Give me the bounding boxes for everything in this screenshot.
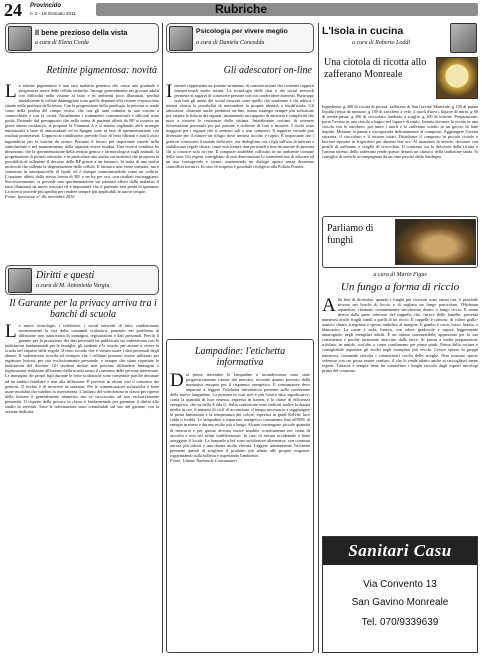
- recipe-title: Una ciotola di ricotta allo zafferano Monreale: [324, 57, 427, 80]
- author-photo-corda: [8, 26, 32, 51]
- ad-phone: Tel. 070/9339639: [361, 617, 439, 628]
- ad-city: San Gavino Monreale: [351, 597, 449, 608]
- diritti-article: [5, 323, 159, 653]
- drop-cap: D: [170, 372, 184, 391]
- fungi-body: lla fine di dicembre, quando i funghi più ricercati sono ormai rari, è possibile trovare nei boschi di leccio e di sughera un fungo particolare, l'Hydnum repandum, chiamato comunemente steccherino dorato o fungo riccio. Il nome deriva dalla parte inferiore del cappello che, invece delle lamelle, presenta numerosi aculei fragili simili a quelli di un riccio. Il cappello è carnoso, di colore giallo-arancio chiaro, irregolare e spesso ondulato al margine. Il gambo è corto, tozzo, bianco o biancastro. La carne è soda, bianca, con odore gradevole e sapore leggermente amarognolo negli esemplari adulti. È un ottimo commestibile, apprezzato per la sua consistenza e perché raramente attaccato dalle larve. Si presta a molte preparazioni: trifolato, in umido, sott'olio o come condimento per primi piatti. Prima della cottura è consigliabile asportare gli aculei negli esemplari più vecchi. Cresce spesso in gruppi numerosi, formando talvolta i caratteristici cerchi delle streghe. Non esistono specie velenose con cui possa essere confuso, il che lo rende adatto anche ai raccoglitori meno esperti. Tuttavia è sempre bene far controllare i funghi raccolti dagli esperti micologi prima del consumo.: [322, 297, 478, 373]
- drop-cap: L: [5, 323, 17, 342]
- drop-cap: I: [166, 83, 173, 102]
- drop-cap: L: [5, 83, 17, 102]
- fungi-subtitle: Un fungo a forma di riccio: [340, 281, 460, 293]
- diritti-title: Diritti e questi: [36, 270, 95, 281]
- diritti-byline: a cura di M. Antonietta Vargiu: [36, 283, 110, 289]
- author-photo-concedda: [169, 26, 193, 51]
- diritti-subtitle: Il Garante per la privacy arriva tra i banchi di scuola: [9, 298, 157, 320]
- masthead: [0, 0, 482, 21]
- cucina-header: [322, 23, 478, 53]
- author-photo-loddi: [450, 23, 477, 53]
- ad-address: Via Convento 13: [363, 579, 437, 590]
- column-divider: [162, 23, 163, 653]
- section-title: Rubriche: [214, 2, 267, 16]
- paper-name: Provincido: [30, 3, 62, 9]
- recipe-article: [322, 104, 478, 214]
- vista-article: [5, 83, 159, 266]
- fungi-header: [322, 216, 478, 268]
- lampadine-title: Lampadine: l'etichetta informativa: [194, 346, 286, 368]
- vista-body: a retinite pigmentosa è una rara malattia genetica che causa una graduale e progressiva morte delle cellule retiniche. Insorge generalmente nei giovani adulti con difficoltà nella visione al buio e in ambienti poco illuminati, perdita inizialmente lo cellule danneggiate sono quelle deputate alla visione crepuscolare situate nella periferia della retina. Con la progressione della patologia, la persona si rende conto della perdita del campo visivo, che con gli anni culmina in una visione a cannocchiale e con la cecità. Attualmente i trattamenti convenzionali e ufficiali sono pochi. Partendo dal presupposto che nella retina di pazienti affetti da RP si osserva un grave danno ossidativo, si propone la Vitamina A e si stanno vagliando altre strategie nutrizionali a base di antiossidanti ed in Spagna sono in fase di sperimentazione con risultati promettenti. L'approccio riabilitativo prevede l'uso di lenti filtranti e ausili ottici ingranditori per la visione da vicino. Pertanto il lavoro più importante risiede nella stimolazione e nel mantenimento della capacità visiva residua. Una ricerca condotta ha dimostrato che la sperimentazione della terapia genica e farmacologica sugli animali, la progettazione di protesi retiniche, e in particolare uno studio sui nutrienti che prospetta la possibilità di rallentare il decorso della RP grazie a un farmaco. Si tratta di una nuova molecola che rallenta la degenerazione delle cellule. Il farmaco non viene iniettato, ma è contenuto in nanoparticelle di lipidi, ed è dunque somministrabile come un collirio. L'opzione affetti dalla stessa forma di RP, e ne ha per ora, con risultati incoraggianti. Successivamente, si prevede una sperimentazione sui pazienti affetti dalla malattia, il tutto illuminati da nuovi ritrovati ed è importante che il paziente non perda la speranza. La ricerca procede più spedita per rendere sempre più applicabili le nuove terapie.: [5, 83, 159, 194]
- mushroom-photo: [395, 219, 476, 265]
- ad-brand: Sanitari Casu: [348, 541, 452, 560]
- psicologia-article: [166, 83, 314, 339]
- lampadine-body: al primo settembre le lampadine a incandescenza sono state progressivamente ritirate dal mercato, secondo quanto previsto dalla normativa europea per il risparmio energetico. Il consumatore deve imparare a leggere l'etichetta informativa presente sulla confezione delle nuove lampadine. La potenza in watt non è più l'unico dato significativo: conta la quantità di luce emessa, espressa in lumen, e la classe di efficienza energetica, che va dalla A alla G. Sulla confezione sono indicati inoltre la durata media in ore, il numero di cicli di accensione, il tempo necessario a raggiungere la piena luminosità e la temperatura del colore, espressa in gradi Kelvin: luce calda o fredda. Le lampadine a risparmio energetico consumano fino all'80% di energia in meno e durano molto più a lungo. Alcune contengono piccole quantità di mercurio e per questo devono essere smaltite correttamente nei centri di raccolta e non nei rifiuti indifferenziati. In caso di rottura accidentale è bene arieggiare il locale. Le lampade a led sono un'ulteriore alternativa, con consumi ancora più ridotti e una durata molto elevata. Leggere attentamente l'etichetta permette quindi di scegliere il prodotto più adatto alle proprie esigenze, risparmiando sulla bolletta e rispettando l'ambiente.: [170, 372, 310, 458]
- recipe-body: Ingredienti: g 400 di ricotta di pecora, zafferano di San Gavino Monreale, g 100 di panna liquida fresca da montare, g 100 di zucchero a velo, 2 tuorli d'uovo, liquore di mirto, g 60 di uvetta passa, g 100 di cioccolato fondente a scaglie, g 100 di torrone. Preparazione: porre l'uvetta in una ciotola a bagno nel liquore di mirto. Intanto lavorare la ricotta in una ciotola con lo zucchero, poi unire i tuorli e lo zafferano sciolto in un goccio di latte tiepido. Montare la panna e incorporarla delicatamente al composto. Aggiungere l'uvetta strizzata, il cioccolato e il torrone tritati. Distribuire il composto in piccole ciotole e lasciare riposare in frigorifero per almeno due ore. Al momento di servire, decorare con pistilli di zafferano e scaglie di cioccolato. Il contrasto tra la dolcezza della ricotta e l'aroma intenso dello zafferano rende questo dessert un classico della tradizione sarda. Si consiglia di servirlo accompagnato da un vino passito della Sardegna.: [322, 104, 478, 160]
- recipe-photo: [436, 57, 478, 99]
- column-divider: [318, 23, 319, 653]
- issue-date: n. 2 - 18 Gennaio 2011: [30, 11, 76, 16]
- page-number: 24: [4, 0, 22, 20]
- psicologia-header-box: [166, 23, 314, 53]
- fungi-byline: a cura di Mario Figus: [373, 272, 427, 278]
- fungi-article: [322, 297, 478, 533]
- vista-subtitle: Retinite pigmentosa: novità: [46, 65, 157, 76]
- diritti-body: e nuove tecnologie, i telefonini, i social network di fatto condizionano enormemente la vita della comunità scolastica, ponendo nel problema di diffusione non autorizzata di immagini, registrazioni e dati personali. Perciò il garante per la protezione dei dati personali ha pubblicato un vademecum con le indicazioni fondamentali per le famiglie, gli studenti e le scuole, per aiutare a vivere la scuola nel rispetto delle regole. Il testo ricorda che è vietato usare i dati personali degli alunni. Il vademecum ricorda ad esempio che i cellulari possono essere utilizzati per registrare lezioni, per uso esclusivamente personale, e sempre che siano rispettate le indicazioni del docente. Gli studenti inoltre non possono diffondere immagini o registrazioni realizzate all'interno della scuola senza il consenso delle persone interessate. Le immagini dei propri figli durante le feste scolastiche sono consentite purché destinate ad un ambito familiare e non alla diffusione. È previsto in alcuni casi il consenso dei genitori. Il rischio è di incorrere in sanzioni. Per le comunicazioni scolastiche è bene usare modalità che tutelino la riservatezza. L'utilizzo del videofonino in classe per riprese della lezione è generalmente ammesso ma va circoscritto ad uso esclusivamente personale. Il rispetto della privacy in classe è fondamentale per garantire il diritto allo studio in serenità. Tutte le informazioni sono consultabili sul sito del garante, con la sezione dedicata.: [5, 323, 159, 414]
- lampadine-article: [170, 372, 310, 650]
- sanitari-ad: [322, 536, 478, 653]
- drop-cap: A: [322, 297, 336, 316]
- diritti-header-box: [5, 265, 159, 295]
- psicologia-body: nternet rappresenta un potente strumento di comunicazione che consente rapporti interpersonali molto intimi. La tecnologia delle chat o dei social network permette ai ragazzi di conoscere persone con cui condividere interessi. Purtroppo non tutti gli utenti dei social network sono quello che sembrano e chi adesca i minori sfrutta la possibilità di nascondere la propria identità o modificarla. Gli adescatori, chiamati anche predatori on-line, usano strategie sempre più sofisticate per carpire la fiducia dei ragazzi, instaurando un rapporto di amicizia e complicità che mira a vincere le resistenze della vittima. Inizialmente cercano di ottenere informazioni personali per poi passare a richieste di foto o incontri. I rischi sono maggiori per i ragazzi che si sentono soli o non compresi. Il rapporto virtuale può diventare per il minore un rifugio dove sentirsi accolto e capito. È importante che i genitori conoscano il mondo della rete, che dialoghino con i figli sull'uso di internet e stabiliscano regole chiare, come non fornire dati personali e non incontrare di persona chi si conosce solo in rete. Il computer andrebbe collocato in un ambiente comune della casa. Gli esperti consigliano di non demonizzare lo strumento ma di educare ad un uso consapevole e sicuro, mantenendo un dialogo aperto senza diventare controllori invasivi. In caso di sospetto è possibile rivolgersi alla Polizia Postale.: [166, 83, 314, 169]
- psicologia-title: Psicologia per vivere meglio: [196, 28, 288, 35]
- psicologia-byline: a cura di Daniela Concedda: [196, 40, 265, 46]
- vista-title: Il bene prezioso della vista: [35, 28, 128, 37]
- vista-source: Fonte: Ipovisione n° 46, novembre 2010: [5, 194, 75, 200]
- cucina-title: L'Isola in cucina: [322, 25, 404, 37]
- vista-byline: a cura di Elena Corda: [35, 40, 89, 46]
- cucina-byline: a cura di Roberto Loddi: [352, 40, 410, 46]
- psicologia-subtitle: Gli adescatori on-line: [223, 65, 312, 76]
- fungi-title: Parliamo di funghi: [327, 223, 374, 246]
- author-photo-vargiu: [8, 268, 32, 293]
- vista-header-box: [5, 23, 159, 53]
- lampadine-source: Fonte: Unione Nazionale Consumatori: [170, 457, 238, 463]
